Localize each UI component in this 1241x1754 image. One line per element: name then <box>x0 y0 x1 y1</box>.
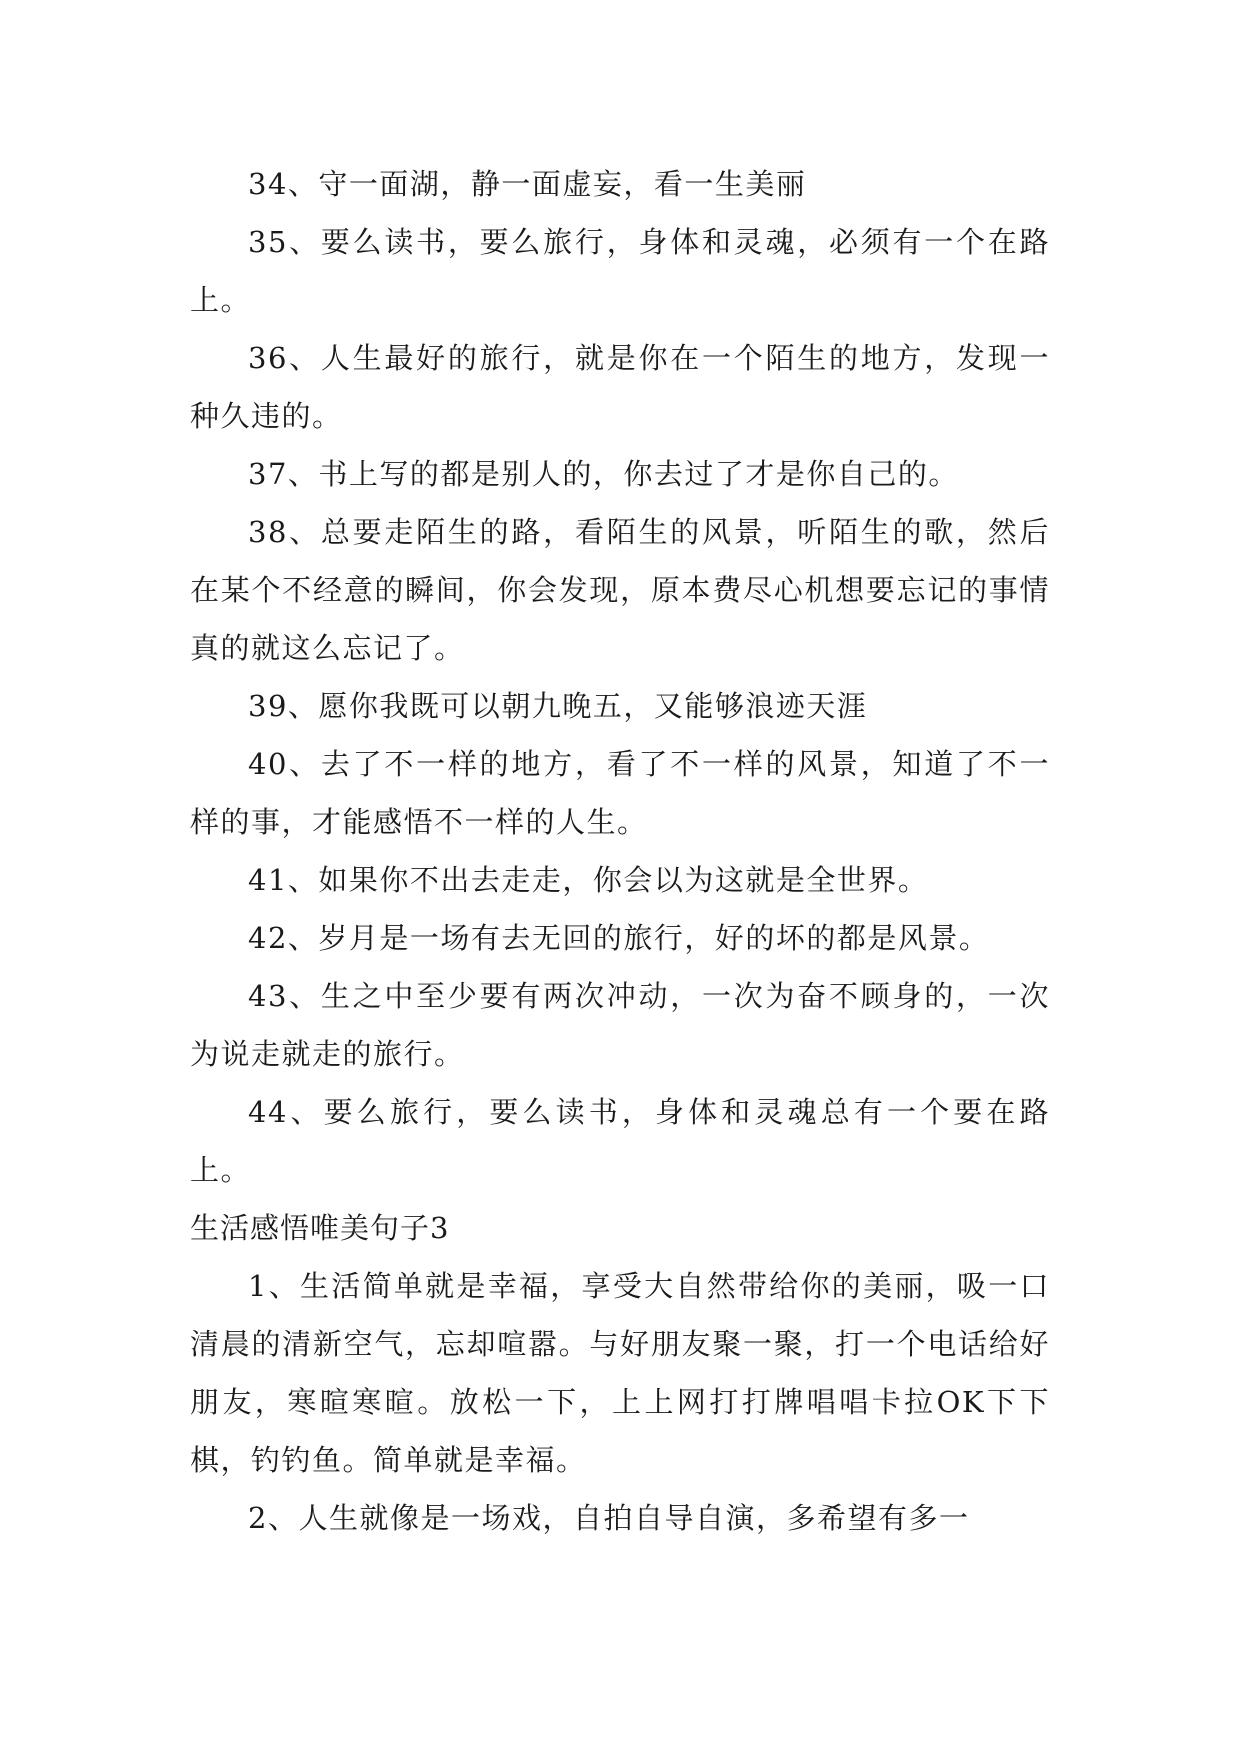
quote-paragraph-34: 34、守一面湖，静一面虚妄，看一生美丽 <box>248 167 807 201</box>
quote-paragraph-43: 43、生之中至少要有两次冲动，一次为奋不顾身的，一次为说走就走的旅行。 <box>190 979 1050 1071</box>
quote-paragraph-44: 44、要么旅行，要么读书，身体和灵魂总有一个要在路上。 <box>190 1095 1050 1187</box>
quote-paragraph-37: 37、书上写的都是别人的，你去过了才是你自己的。 <box>248 457 959 491</box>
quote-paragraph-41: 41、如果你不出去走走，你会以为这就是全世界。 <box>248 863 929 897</box>
quote-paragraph-38: 38、总要走陌生的路，看陌生的风景，听陌生的歌，然后在某个不经意的瞬间，你会发现，原本费尽心机想要忘记的事情真的就这么忘记了。 <box>190 515 1050 665</box>
quote-paragraph-40: 40、去了不一样的地方，看了不一样的风景，知道了不一样的事，才能感悟不一样的人生。 <box>190 747 1050 839</box>
document-body <box>190 155 1050 1547</box>
quote-paragraph-2: 2、人生就像是一场戏，自拍自导自演，多希望有多一 <box>248 1501 970 1535</box>
quote-paragraph-35: 35、要么读书，要么旅行，身体和灵魂，必须有一个在路上。 <box>190 225 1050 317</box>
quote-paragraph-1: 1、生活简单就是幸福，享受大自然带给你的美丽，吸一口清晨的清新空气，忘却喧嚣。与好朋友聚一聚，打一个电话给好朋友，寒暄寒暄。放松一下，上上网打打牌唱唱卡拉OK下下棋，钓钓鱼。简单就是幸福。 <box>190 1269 1050 1477</box>
quote-paragraph-42: 42、岁月是一场有去无回的旅行，好的坏的都是风景。 <box>248 921 990 955</box>
quote-paragraph-39: 39、愿你我既可以朝九晚五，又能够浪迹天涯 <box>248 689 868 723</box>
quote-paragraph-36: 36、人生最好的旅行，就是你在一个陌生的地方，发现一种久违的。 <box>190 341 1050 433</box>
section-heading: 生活感悟唯美句子3 <box>190 1211 450 1245</box>
